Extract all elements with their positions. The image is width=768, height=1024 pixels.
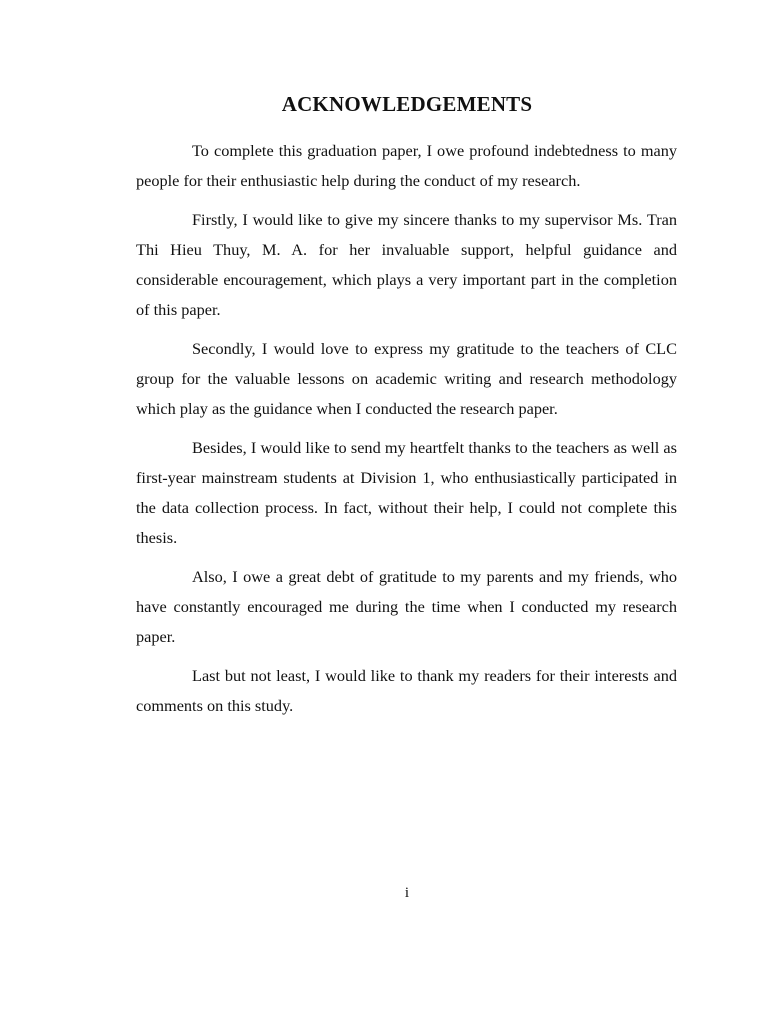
paragraph-3: Secondly, I would love to express my gratitude to the teachers of CLC group for the valuable lessons on academic writing and research methodology which play as the guidance when I conducted the research paper. (136, 339, 677, 418)
page-number: i (404, 885, 410, 901)
acknowledgements-body (136, 136, 677, 730)
paragraph-1: To complete this graduation paper, I owe profound indebtedness to many people for their enthusiastic help during the conduct of my research. (136, 141, 677, 190)
paragraph-2: Firstly, I would like to give my sincere thanks to my supervisor Ms. Tran Thi Hieu Thuy, M. A. for her invaluable support, helpful guidance and considerable encouragement, which plays a very important part in the completion of this paper. (136, 210, 677, 319)
page-title: ACKNOWLEDGEMENTS (281, 92, 533, 116)
paragraph-6: Last but not least, I would like to thank my readers for their interests and comments on this study. (136, 666, 677, 715)
paragraph-4: Besides, I would like to send my heartfelt thanks to the teachers as well as first-year mainstream students at Division 1, who enthusiastically participated in the data collection process. In fact, without their help, I could not complete this thesis. (136, 438, 677, 547)
paragraph-5: Also, I owe a great debt of gratitude to my parents and my friends, who have constantly encouraged me during the time when I conducted my research paper. (136, 567, 677, 646)
